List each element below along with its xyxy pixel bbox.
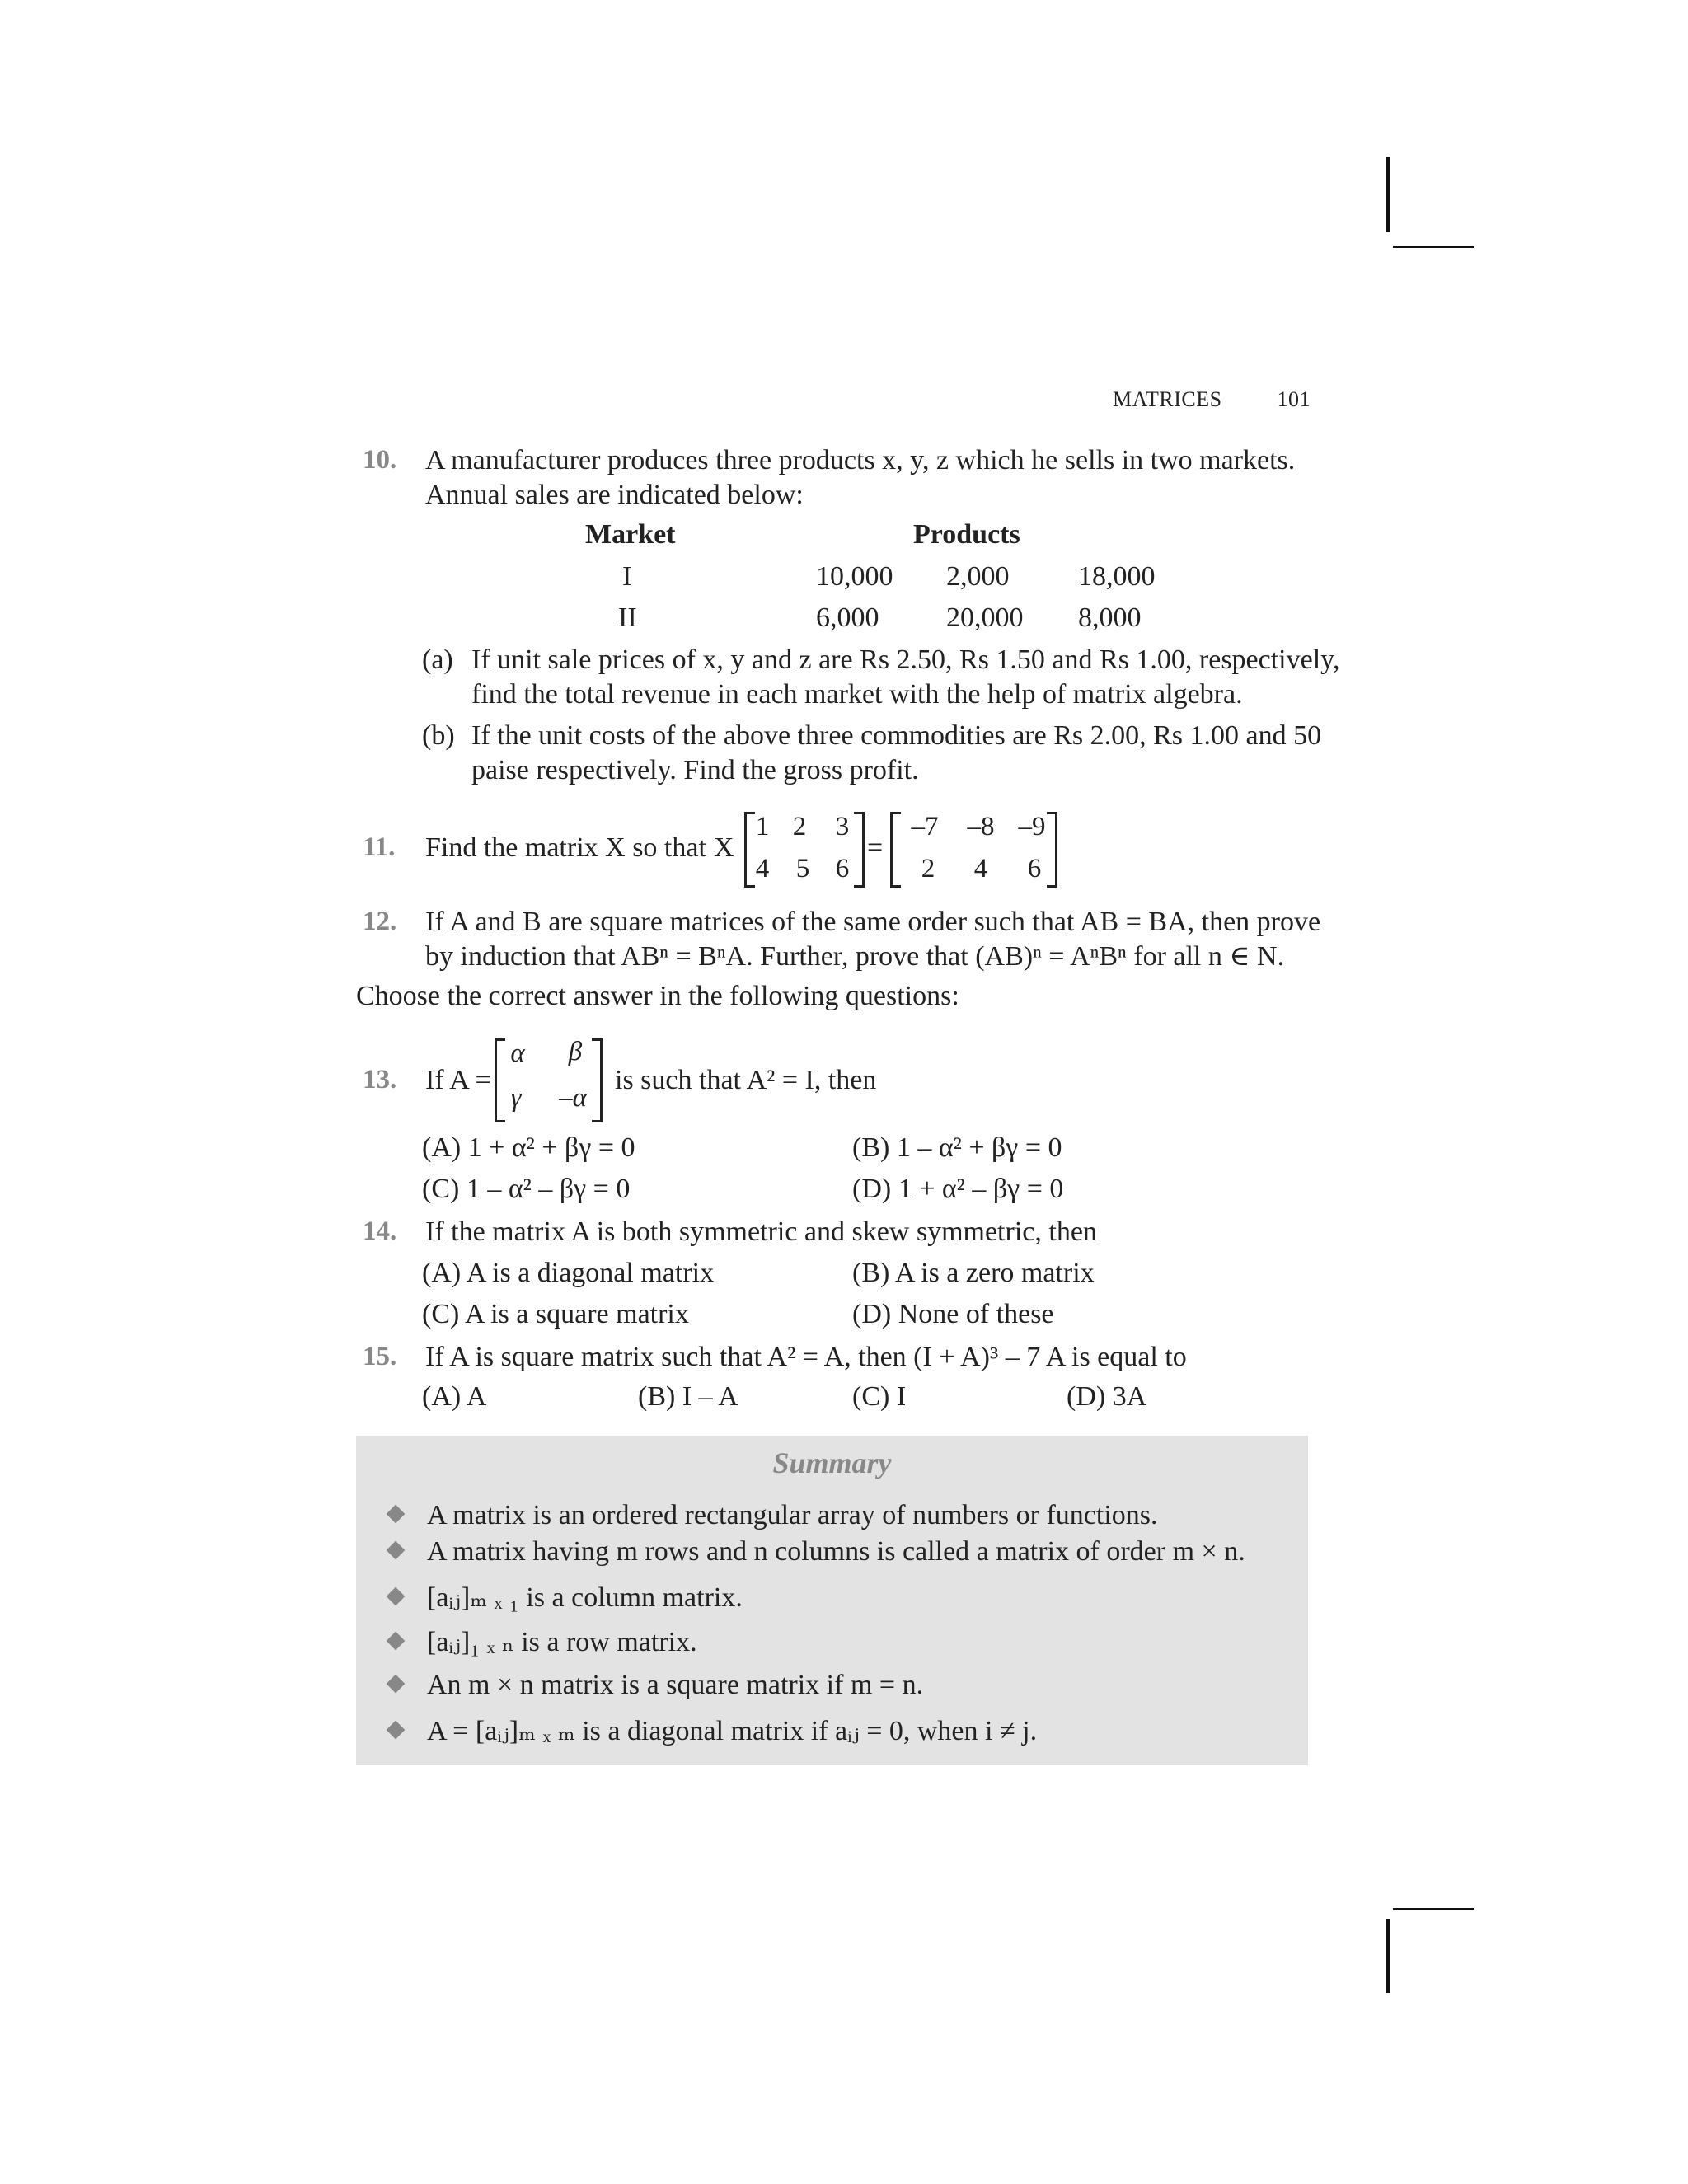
- subpart-text: If the unit costs of the above three commodities are Rs 2.00, Rs 1.00 and 50: [471, 720, 1322, 751]
- matrix-cell: γ: [510, 1083, 522, 1113]
- option-d[interactable]: (D) 1 + α² – βγ = 0: [852, 1174, 1064, 1204]
- question-text: by induction that ABⁿ = BⁿA. Further, prove that (AB)ⁿ = AⁿBⁿ for all n ∈ N.: [425, 941, 1285, 972]
- matrix-cell: α: [510, 1038, 525, 1068]
- question-number: 11.: [363, 832, 396, 862]
- option-c[interactable]: (C) I: [852, 1381, 907, 1412]
- summary-box: [356, 1436, 1308, 1765]
- matrix-cell: 4: [973, 854, 988, 883]
- crop-mark-top-horizontal: [1393, 246, 1474, 248]
- option-b[interactable]: (B) 1 – α² + βγ = 0: [852, 1132, 1062, 1163]
- matrix-cell: 2: [921, 854, 935, 883]
- option-d[interactable]: (D) None of these: [852, 1299, 1054, 1329]
- matrix-bracket-right: [854, 812, 865, 888]
- subpart-label: (a): [422, 644, 453, 675]
- summary-item: [389, 1536, 1245, 1568]
- subpart-label: (b): [422, 720, 455, 751]
- page-number: 101: [1277, 387, 1311, 411]
- summary-item: [389, 1500, 1158, 1531]
- summary-item-text: An m × n matrix is a square matrix if m = n.: [427, 1670, 924, 1700]
- question-text: If A and B are square matrices of the same order such that AB = BA, then prove: [425, 907, 1321, 937]
- subpart-text: paise respectively. Find the gross profit.: [471, 755, 919, 785]
- table-cell: 2,000: [946, 561, 1010, 592]
- subpart-text: find the total revenue in each market with the help of matrix algebra.: [471, 679, 1243, 710]
- diamond-bullet-icon: [387, 1632, 406, 1651]
- option-a[interactable]: (A) A: [422, 1381, 487, 1412]
- matrix-cell: β: [568, 1037, 583, 1066]
- summary-item-text: A = [aᵢⱼ]ₘ ₓ ₘ is a diagonal matrix if aᵢⱼ = 0, when i ≠ j.: [427, 1716, 1038, 1746]
- option-c[interactable]: (C) 1 – α² – βγ = 0: [422, 1174, 631, 1204]
- matrix-cell: –α: [559, 1083, 587, 1113]
- matrix-cell: 2: [792, 812, 807, 841]
- question-text: Annual sales are indicated below:: [425, 480, 804, 510]
- question-number: 10.: [363, 445, 397, 475]
- option-d[interactable]: (D) 3A: [1067, 1381, 1147, 1412]
- question-number: 14.: [363, 1216, 397, 1246]
- diamond-bullet-icon: [387, 1675, 406, 1694]
- summary-item: [389, 1714, 1037, 1747]
- subpart-text: If unit sale prices of x, y and z are Rs 2.50, Rs 1.50 and Rs 1.00, respectively,: [471, 644, 1340, 675]
- matrix-cell: 5: [795, 854, 810, 883]
- option-b[interactable]: (B) A is a zero matrix: [852, 1258, 1095, 1288]
- question-number: 15.: [363, 1342, 397, 1371]
- matrix-cell: –9: [1018, 812, 1046, 841]
- summary-title: Summary: [772, 1446, 892, 1479]
- matrix-cell: 6: [835, 854, 850, 883]
- matrix-cell: 4: [755, 854, 770, 883]
- matrix-bracket-right: [592, 1038, 603, 1122]
- table-cell: 18,000: [1078, 561, 1156, 592]
- table-cell: 6,000: [816, 602, 879, 633]
- option-b[interactable]: (B) I – A: [638, 1381, 738, 1412]
- summary-item-text: A matrix having m rows and n columns is called a matrix of order m × n.: [427, 1536, 1245, 1567]
- option-c[interactable]: (C) A is a square matrix: [422, 1299, 689, 1329]
- table-cell: 10,000: [816, 561, 893, 592]
- matrix-cell: 1: [755, 812, 770, 841]
- summary-item-text: [aᵢⱼ]₁ ₓ ₙ is a row matrix.: [427, 1627, 697, 1657]
- table-cell: I: [622, 561, 632, 592]
- summary-item: [389, 1581, 743, 1614]
- crop-mark-bottom-horizontal: [1393, 1908, 1474, 1910]
- summary-item-text: A matrix is an ordered rectangular array of numbers or functions.: [427, 1500, 1158, 1530]
- diamond-bullet-icon: [387, 1505, 406, 1524]
- summary-item-text: [aᵢⱼ]ₘ ₓ ₁ is a column matrix.: [427, 1582, 743, 1613]
- question-text: If the matrix A is both symmetric and skew symmetric, then: [425, 1216, 1097, 1247]
- diamond-bullet-icon: [387, 1721, 406, 1740]
- question-number: 12.: [363, 907, 397, 936]
- crop-mark-bottom-vertical: [1386, 1919, 1390, 1993]
- diamond-bullet-icon: [387, 1541, 406, 1560]
- option-a[interactable]: (A) A is a diagonal matrix: [422, 1258, 715, 1288]
- chapter-title: MATRICES: [1113, 387, 1222, 411]
- matrix-cell: –8: [967, 812, 995, 841]
- crop-mark-top-vertical: [1386, 157, 1390, 232]
- question-text: Find the matrix X so that: [425, 832, 706, 863]
- matrix-cell: 6: [1027, 854, 1042, 883]
- summary-item: [389, 1670, 923, 1701]
- matrix-cell: –7: [911, 812, 939, 841]
- equals-sign: =: [867, 832, 884, 863]
- question-number: 13.: [363, 1065, 397, 1094]
- question-text: is such that A² = I, then: [615, 1065, 877, 1095]
- option-a[interactable]: (A) 1 + α² + βγ = 0: [422, 1132, 635, 1163]
- diamond-bullet-icon: [387, 1587, 406, 1606]
- instruction-text: Choose the correct answer in the following questions:: [356, 981, 959, 1011]
- matrix-bracket-right: [1047, 812, 1057, 888]
- matrix-cell: 3: [835, 812, 850, 841]
- table-cell: 20,000: [946, 602, 1024, 633]
- summary-item: [389, 1625, 697, 1658]
- question-text: If A =: [425, 1065, 491, 1095]
- question-text: A manufacturer produces three products x, y, z which he sells in two markets.: [425, 445, 1296, 476]
- matrix-x-label: X: [714, 832, 734, 863]
- table-cell: 8,000: [1078, 602, 1142, 633]
- table-cell: II: [618, 602, 637, 633]
- table-header-products: Products: [913, 519, 1020, 550]
- table-header-market: Market: [585, 519, 676, 550]
- question-text: If A is square matrix such that A² = A, then (I + A)³ – 7 A is equal to: [425, 1342, 1187, 1372]
